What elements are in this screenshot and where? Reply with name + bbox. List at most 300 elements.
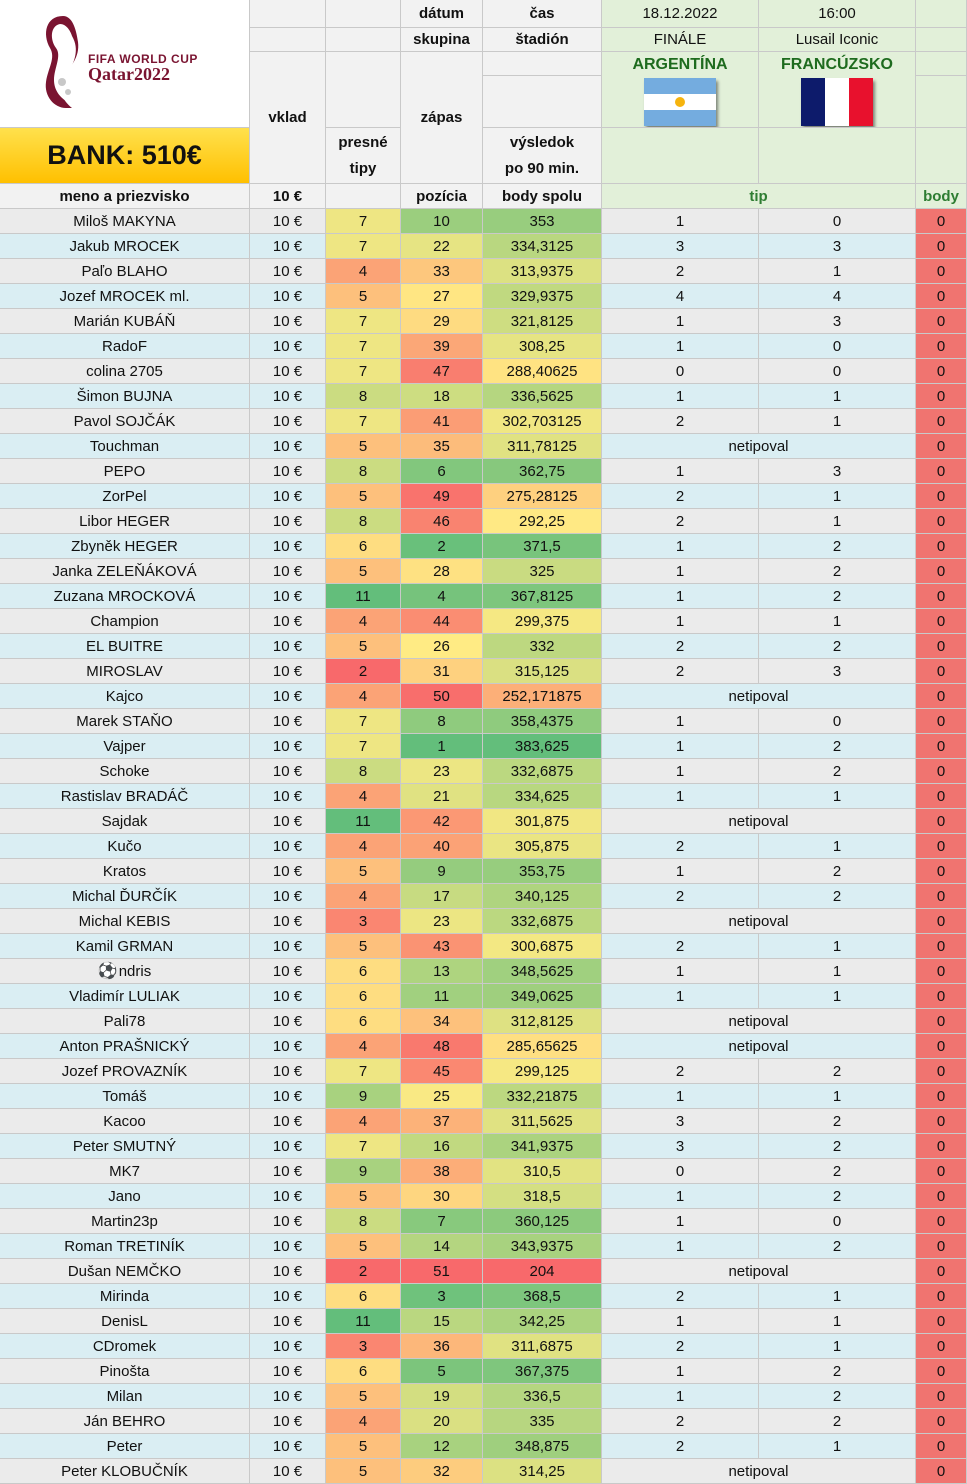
blank-header [916,128,967,184]
total-points-cell: 301,875 [483,809,602,834]
exact-tips-cell: 4 [326,259,401,284]
total-points-column-header: body spolu [483,184,602,209]
participant-name: ZorPel [0,484,250,509]
exact-tips-cell: 11 [326,1309,401,1334]
position-cell: 5 [401,1359,483,1384]
tip-team2-goals: 2 [759,534,916,559]
match-points-cell: 0 [916,634,967,659]
total-points-cell: 358,4375 [483,709,602,734]
points-column-header: body [916,184,967,209]
position-cell: 12 [401,1434,483,1459]
exact-tips-cell: 7 [326,1134,401,1159]
deposit-value-header: 10 € [250,184,326,209]
total-points-cell: 368,5 [483,1284,602,1309]
tip-team2-goals: 0 [759,359,916,384]
total-points-cell: 285,65625 [483,1034,602,1059]
match-points-cell: 0 [916,1234,967,1259]
blank-header [483,76,602,128]
team1-name: ARGENTÍNA [632,56,728,73]
participant-name: Libor HEGER [0,509,250,534]
total-points-cell: 348,875 [483,1434,602,1459]
tip-team2-goals: 3 [759,459,916,484]
tip-team1-goals: 2 [602,409,759,434]
exact-tips-cell: 8 [326,759,401,784]
match-points-cell: 0 [916,709,967,734]
position-cell: 31 [401,659,483,684]
participant-name: Mirinda [0,1284,250,1309]
blank-header [250,28,326,52]
match-points-cell: 0 [916,484,967,509]
team2-name: FRANCÚZSKO [781,56,893,73]
position-cell: 43 [401,934,483,959]
tip-team1-goals: 3 [602,234,759,259]
tip-team2-goals: 1 [759,409,916,434]
logo-line1: FIFA WORLD CUP [88,52,198,66]
tip-team2-goals: 2 [759,734,916,759]
position-cell: 6 [401,459,483,484]
tip-team2-goals: 4 [759,284,916,309]
participant-name: Jano [0,1184,250,1209]
total-points-cell: 341,9375 [483,1134,602,1159]
deposit-cell: 10 € [250,209,326,234]
total-points-cell: 315,125 [483,659,602,684]
deposit-cell: 10 € [250,509,326,534]
exact-tips-cell: 9 [326,1084,401,1109]
total-points-cell: 292,25 [483,509,602,534]
tip-team2-goals: 2 [759,559,916,584]
total-points-cell: 371,5 [483,534,602,559]
match-points-cell: 0 [916,284,967,309]
total-points-cell: 325 [483,559,602,584]
deposit-cell: 10 € [250,1334,326,1359]
exact-tips-cell: 5 [326,1234,401,1259]
participant-name: Schoke [0,759,250,784]
tip-team2-goals: 1 [759,1334,916,1359]
total-points-cell: 308,25 [483,334,602,359]
tip-team1-goals: 1 [602,559,759,584]
exact-tips-cell: 5 [326,1434,401,1459]
position-cell: 13 [401,959,483,984]
tip-team1-goals: 1 [602,1359,759,1384]
deposit-cell: 10 € [250,1284,326,1309]
deposit-cell: 10 € [250,309,326,334]
exact-tips-cell: 3 [326,1334,401,1359]
position-cell: 25 [401,1084,483,1109]
total-points-cell: 300,6875 [483,934,602,959]
total-points-cell: 342,25 [483,1309,602,1334]
participant-name: RadoF [0,334,250,359]
tip-team2-goals: 1 [759,259,916,284]
total-points-cell: 340,125 [483,884,602,909]
position-cell: 33 [401,259,483,284]
position-cell: 39 [401,334,483,359]
match-points-cell: 0 [916,584,967,609]
position-cell: 34 [401,1009,483,1034]
tip-team2-goals: 2 [759,1159,916,1184]
total-points-cell: 275,28125 [483,484,602,509]
deposit-cell: 10 € [250,559,326,584]
result-label-2: po 90 min. [504,159,580,177]
tip-team2-goals: 1 [759,384,916,409]
deposit-cell: 10 € [250,1184,326,1209]
position-cell: 32 [401,1459,483,1484]
total-points-cell: 332,6875 [483,909,602,934]
position-cell: 42 [401,809,483,834]
tip-not-submitted: netipoval [602,434,916,459]
exact-tips-cell: 8 [326,384,401,409]
total-points-cell: 312,8125 [483,1009,602,1034]
match-points-cell: 0 [916,209,967,234]
match-points-cell: 0 [916,1259,967,1284]
stadium-label: štadión [483,28,602,52]
tip-team2-goals: 0 [759,709,916,734]
tip-team2-goals: 1 [759,984,916,1009]
tip-team2-goals: 2 [759,1409,916,1434]
tip-team1-goals: 2 [602,484,759,509]
tip-team2-goals: 2 [759,1234,916,1259]
tip-team1-goals: 1 [602,709,759,734]
match-points-cell: 0 [916,884,967,909]
tip-team2-goals: 1 [759,834,916,859]
exact-tips-header [326,128,401,184]
position-cell: 23 [401,909,483,934]
tip-team2-goals: 1 [759,509,916,534]
tip-team2-goals: 0 [759,334,916,359]
participant-name: Touchman [0,434,250,459]
exact-tips-cell: 6 [326,534,401,559]
match-points-cell: 0 [916,984,967,1009]
tip-team1-goals: 2 [602,884,759,909]
total-points-cell: 204 [483,1259,602,1284]
tip-team1-goals: 2 [602,1284,759,1309]
deposit-cell: 10 € [250,584,326,609]
deposit-cell: 10 € [250,484,326,509]
deposit-cell: 10 € [250,709,326,734]
position-column-header: pozícia [401,184,483,209]
position-cell: 9 [401,859,483,884]
exact-tips-cell: 7 [326,334,401,359]
total-points-cell: 336,5625 [483,384,602,409]
deposit-cell: 10 € [250,1459,326,1484]
deposit-cell: 10 € [250,1434,326,1459]
deposit-cell: 10 € [250,384,326,409]
tip-team2-goals: 1 [759,1284,916,1309]
tip-team2-goals: 2 [759,1109,916,1134]
exact-tips-cell: 5 [326,284,401,309]
deposit-cell: 10 € [250,684,326,709]
total-points-cell: 367,375 [483,1359,602,1384]
match-points-cell: 0 [916,1034,967,1059]
position-cell: 50 [401,684,483,709]
tip-team1-goals: 2 [602,1059,759,1084]
exact-tips-cell: 7 [326,309,401,334]
position-cell: 15 [401,1309,483,1334]
tip-team2-goals: 3 [759,659,916,684]
match-points-cell: 0 [916,459,967,484]
position-cell: 14 [401,1234,483,1259]
match-points-cell: 0 [916,1184,967,1209]
match-points-cell: 0 [916,1159,967,1184]
match-points-cell: 0 [916,409,967,434]
participant-name: Dušan NEMČKO [0,1259,250,1284]
position-cell: 30 [401,1184,483,1209]
participant-name: Michal ĎURČÍK [0,884,250,909]
exact-tips-cell: 7 [326,209,401,234]
total-points-cell: 305,875 [483,834,602,859]
tip-team1-goals: 1 [602,334,759,359]
position-cell: 2 [401,534,483,559]
total-points-cell: 321,8125 [483,309,602,334]
participant-name: MIROSLAV [0,659,250,684]
participant-name: Michal KEBIS [0,909,250,934]
match-points-cell: 0 [916,1209,967,1234]
deposit-cell: 10 € [250,409,326,434]
total-points-cell: 310,5 [483,1159,602,1184]
tip-team1-goals: 3 [602,1134,759,1159]
position-cell: 45 [401,1059,483,1084]
deposit-cell: 10 € [250,1309,326,1334]
deposit-cell: 10 € [250,809,326,834]
tip-team2-goals: 1 [759,1084,916,1109]
total-points-cell: 334,625 [483,784,602,809]
total-points-cell: 343,9375 [483,1234,602,1259]
deposit-cell: 10 € [250,834,326,859]
tip-team1-goals: 2 [602,934,759,959]
deposit-cell: 10 € [250,734,326,759]
tip-team2-goals: 3 [759,234,916,259]
match-points-cell: 0 [916,934,967,959]
deposit-cell: 10 € [250,659,326,684]
deposit-cell: 10 € [250,884,326,909]
tip-not-submitted: netipoval [602,1459,916,1484]
team2-cell [759,52,916,128]
tip-team1-goals: 2 [602,834,759,859]
match-points-cell: 0 [916,1284,967,1309]
tip-not-submitted: netipoval [602,1034,916,1059]
participant-name: Kratos [0,859,250,884]
deposit-cell: 10 € [250,1384,326,1409]
argentina-flag-icon [644,78,716,126]
deposit-cell: 10 € [250,1134,326,1159]
match-points-cell: 0 [916,959,967,984]
deposit-cell: 10 € [250,634,326,659]
position-cell: 47 [401,359,483,384]
participant-name: Vladimír LULIAK [0,984,250,1009]
exact-tips-cell: 5 [326,634,401,659]
match-points-cell: 0 [916,834,967,859]
tip-team1-goals: 1 [602,1209,759,1234]
exact-tips-cell: 8 [326,509,401,534]
tip-team1-goals: 0 [602,1159,759,1184]
blank-header [759,128,916,184]
match-points-cell: 0 [916,1309,967,1334]
total-points-cell: 288,40625 [483,359,602,384]
total-points-cell: 332 [483,634,602,659]
tip-team2-goals: 1 [759,959,916,984]
position-cell: 27 [401,284,483,309]
tip-team2-goals: 2 [759,759,916,784]
total-points-cell: 335 [483,1409,602,1434]
match-points-cell: 0 [916,334,967,359]
blank-header [250,0,326,28]
match-points-cell: 0 [916,909,967,934]
match-points-cell: 0 [916,809,967,834]
match-points-cell: 0 [916,1059,967,1084]
match-points-cell: 0 [916,309,967,334]
position-cell: 41 [401,409,483,434]
match-header: zápas [401,52,483,184]
participant-name: Jozef MROCEK ml. [0,284,250,309]
participant-name: Kacoo [0,1109,250,1134]
exact-tips-cell: 7 [326,409,401,434]
position-cell: 20 [401,1409,483,1434]
deposit-cell: 10 € [250,1259,326,1284]
exact-tips-cell: 3 [326,909,401,934]
exact-tips-cell: 5 [326,559,401,584]
participant-name: Kučo [0,834,250,859]
exact-tips-cell: 6 [326,1359,401,1384]
match-points-cell: 0 [916,534,967,559]
tip-team2-goals: 2 [759,884,916,909]
tip-not-submitted: netipoval [602,1259,916,1284]
tip-team1-goals: 1 [602,609,759,634]
deposit-cell: 10 € [250,434,326,459]
exact-tips-cell: 5 [326,1459,401,1484]
total-points-cell: 383,625 [483,734,602,759]
participant-name: Anton PRAŠNICKÝ [0,1034,250,1059]
tip-team2-goals: 1 [759,484,916,509]
participant-name: Pali78 [0,1009,250,1034]
position-cell: 11 [401,984,483,1009]
deposit-cell: 10 € [250,1234,326,1259]
position-cell: 48 [401,1034,483,1059]
participant-name: Champion [0,609,250,634]
total-points-cell: 311,6875 [483,1334,602,1359]
exact-tips-cell: 4 [326,1109,401,1134]
deposit-cell: 10 € [250,1409,326,1434]
tip-not-submitted: netipoval [602,1009,916,1034]
match-points-cell: 0 [916,734,967,759]
position-cell: 18 [401,384,483,409]
tip-team2-goals: 0 [759,1209,916,1234]
exact-tips-cell: 8 [326,459,401,484]
participant-name: CDromek [0,1334,250,1359]
participant-name: Peter SMUTNÝ [0,1134,250,1159]
participant-name: Šimon BUJNA [0,384,250,409]
tip-team1-goals: 1 [602,784,759,809]
exact-tips-cell: 7 [326,234,401,259]
tip-team1-goals: 1 [602,1384,759,1409]
deposit-cell: 10 € [250,359,326,384]
tip-team2-goals: 2 [759,859,916,884]
total-points-cell: 348,5625 [483,959,602,984]
total-points-cell: 252,171875 [483,684,602,709]
participant-name: PEPO [0,459,250,484]
deposit-cell: 10 € [250,609,326,634]
total-points-cell: 318,5 [483,1184,602,1209]
total-points-cell: 302,703125 [483,409,602,434]
position-cell: 4 [401,584,483,609]
total-points-cell: 336,5 [483,1384,602,1409]
total-points-cell: 332,21875 [483,1084,602,1109]
participant-name-text: ndris [118,962,152,980]
tip-team1-goals: 1 [602,384,759,409]
position-cell: 28 [401,559,483,584]
tip-team1-goals: 1 [602,1084,759,1109]
total-points-cell: 367,8125 [483,584,602,609]
tip-column-header: tip [602,184,916,209]
tip-team2-goals: 1 [759,934,916,959]
result-header [483,128,602,184]
match-points-cell: 0 [916,1334,967,1359]
participant-name: Janka ZELEŇÁKOVÁ [0,559,250,584]
match-points-cell: 0 [916,1009,967,1034]
match-points-cell: 0 [916,384,967,409]
match-points-cell: 0 [916,609,967,634]
blank-header [916,0,967,28]
tip-team1-goals: 2 [602,659,759,684]
participant-name: Rastislav BRADÁČ [0,784,250,809]
tip-team1-goals: 2 [602,1434,759,1459]
participant-name: Peter KLOBUČNÍK [0,1459,250,1484]
exact-tips-cell: 4 [326,684,401,709]
exact-tips-cell: 8 [326,1209,401,1234]
tip-team1-goals: 2 [602,509,759,534]
deposit-cell: 10 € [250,934,326,959]
participant-name: Miloš MAKYNA [0,209,250,234]
tip-team1-goals: 1 [602,734,759,759]
total-points-cell: 311,78125 [483,434,602,459]
match-points-cell: 0 [916,684,967,709]
exact-tips-cell: 4 [326,784,401,809]
match-stage: FINÁLE [602,28,759,52]
blank-header [916,52,967,76]
deposit-cell: 10 € [250,334,326,359]
tip-team1-goals: 2 [602,634,759,659]
participant-name: Pinošta [0,1359,250,1384]
exact-tips-cell: 4 [326,834,401,859]
time-label: čas [483,0,602,28]
tip-team2-goals: 1 [759,609,916,634]
participant-name: Marián KUBÁŇ [0,309,250,334]
total-points-cell: 299,375 [483,609,602,634]
position-cell: 23 [401,759,483,784]
deposit-cell: 10 € [250,959,326,984]
tip-team1-goals: 1 [602,859,759,884]
match-points-cell: 0 [916,1459,967,1484]
exact-tips-cell: 6 [326,1284,401,1309]
tip-team2-goals: 2 [759,1059,916,1084]
tip-team1-goals: 2 [602,259,759,284]
match-points-cell: 0 [916,359,967,384]
deposit-cell: 10 € [250,1034,326,1059]
deposit-cell: 10 € [250,759,326,784]
exact-tips-cell: 6 [326,984,401,1009]
tip-team2-goals: 2 [759,584,916,609]
exact-tips-cell: 5 [326,1384,401,1409]
tip-team2-goals: 3 [759,309,916,334]
position-cell: 21 [401,784,483,809]
exact-tips-cell: 4 [326,1409,401,1434]
tip-team1-goals: 1 [602,959,759,984]
participant-name: Kajco [0,684,250,709]
total-points-cell: 299,125 [483,1059,602,1084]
participant-name: colina 2705 [0,359,250,384]
exact-tips-cell: 2 [326,659,401,684]
tip-team2-goals: 1 [759,1309,916,1334]
exact-tips-cell: 5 [326,484,401,509]
blank-header [326,0,401,28]
